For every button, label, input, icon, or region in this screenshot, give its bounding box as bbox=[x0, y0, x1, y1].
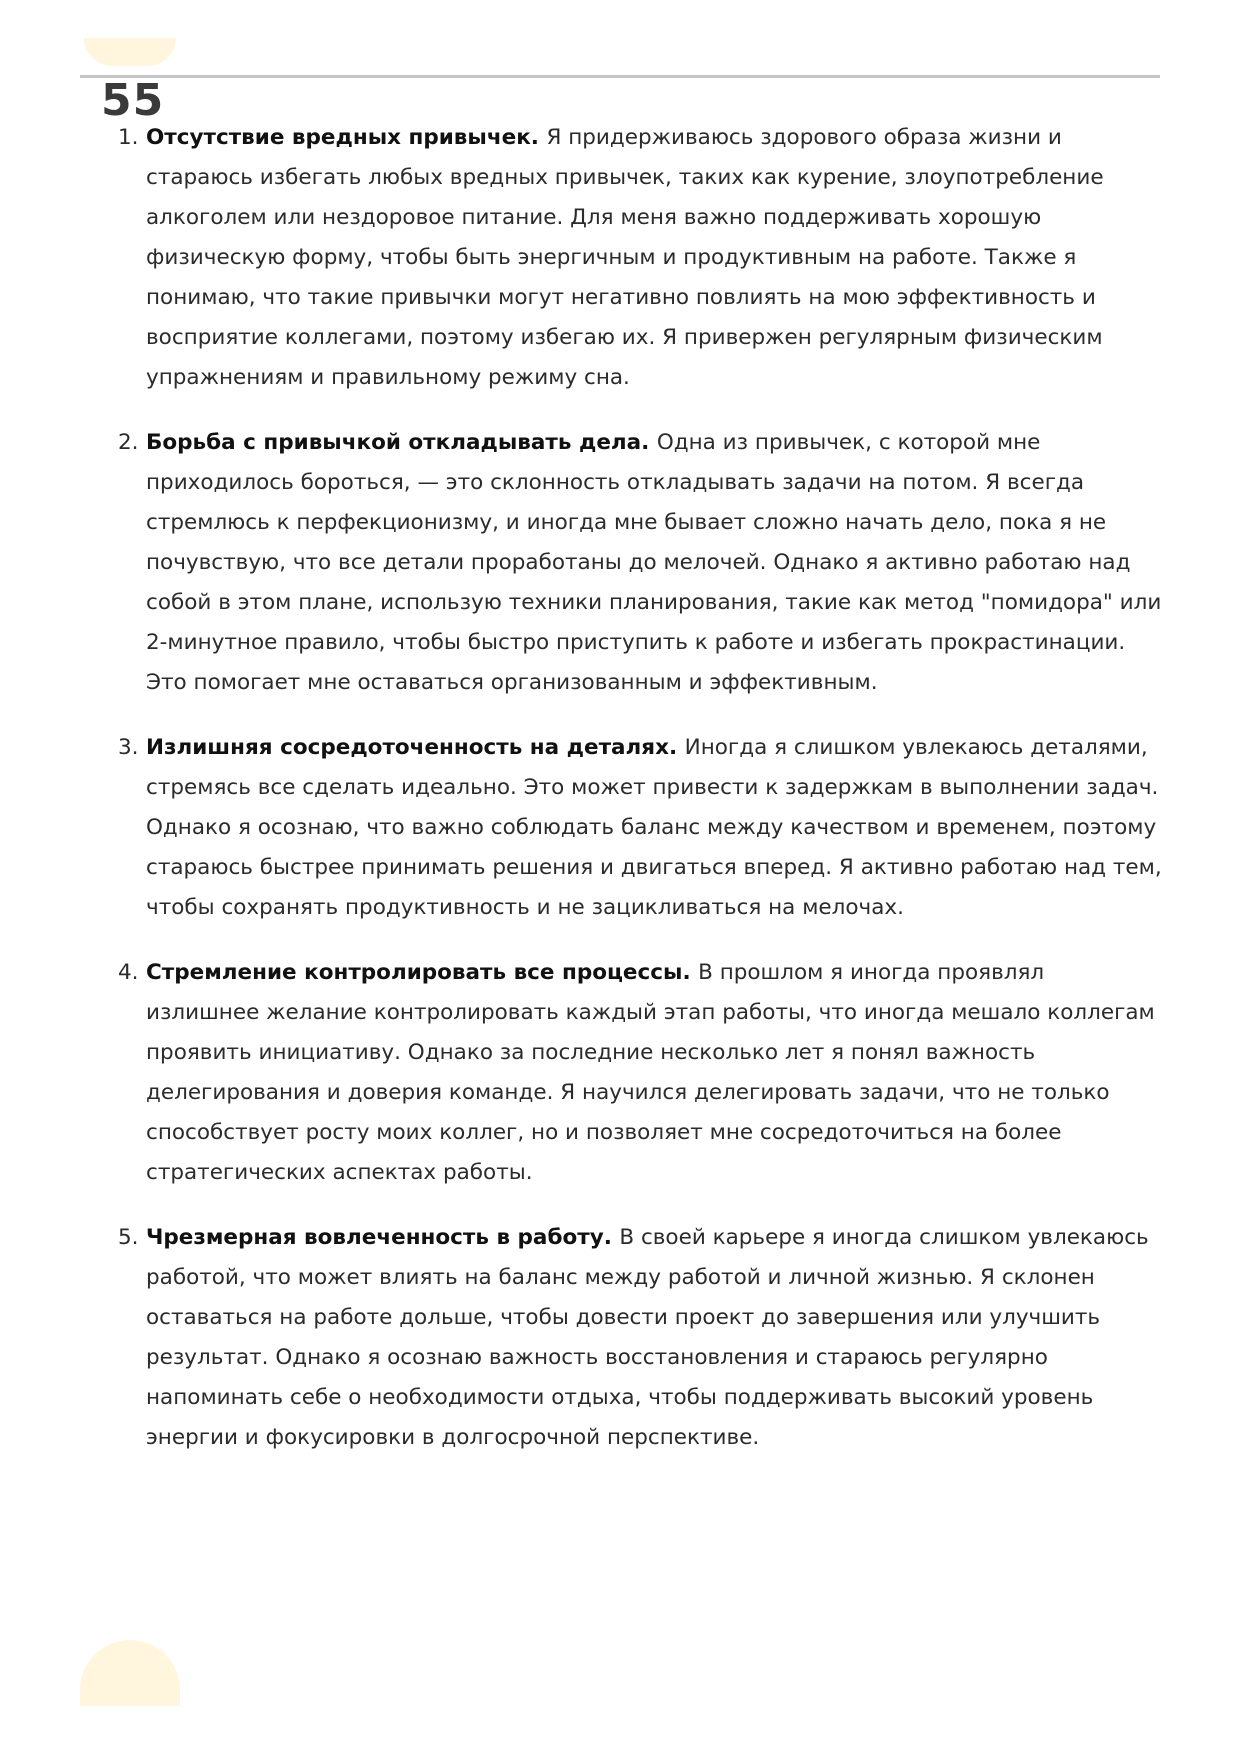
list-item-text: В прошлом я иногда проявлял излишнее желание контролировать каждый этап работы, что иногда мешало коллегам проявить инициативу. Однако за последние несколько лет я понял важность делегирования и доверия команде. Я научился делегировать задачи, что не только способствует росту моих коллег, но и позволяет мне сосредоточиться на более стратегических аспектах работы. bbox=[146, 960, 1155, 1185]
header-divider bbox=[80, 75, 1160, 78]
list-item-title: Излишняя сосредоточенность на деталях. bbox=[146, 735, 685, 760]
list-item bbox=[112, 118, 1162, 398]
list-item-number: 2. bbox=[118, 430, 139, 455]
list-item-text: Одна из привычек, с которой мне приходилось бороться, — это склонность откладывать задачи на потом. Я всегда стремлюсь к перфекционизму, и иногда мне бывает сложно начать дело, пока я не почувствую, что все детали проработаны до мелочей. Однако я активно работаю над собой в этом плане, использую техники планирования, такие как метод "помидора" или 2-минутное правило, чтобы быстро приступить к работе и избегать прокрастинации. Это помогает мне оставаться организованным и эффективным. bbox=[146, 430, 1162, 695]
list-item-text: В своей карьере я иногда слишком увлекаюсь работой, что может влиять на баланс между работой и личной жизнью. Я склонен оставаться на работе дольше, чтобы довести проект до завершения или улучшить результат. Однако я осознаю важность восстановления и стараюсь регулярно напоминать себе о необходимости отдыха, чтобы поддерживать высокий уровень энергии и фокусировки в долгосрочной перспективе. bbox=[146, 1225, 1149, 1450]
list-item-title: Чрезмерная вовлеченность в работу. bbox=[146, 1225, 620, 1250]
list-item-title: Стремление контролировать все процессы. bbox=[146, 960, 699, 985]
decorative-bottom-blob bbox=[80, 1640, 180, 1706]
list-item-text: Я придерживаюсь здорового образа жизни и стараюсь избегать любых вредных привычек, таких как курение, злоупотребление алкоголем или нездоровое питание. Для меня важно поддерживать хорошую физическую форму, чтобы быть энергичным и продуктивным на работе. Также я понимаю, что такие привычки могут негативно повлиять на мою эффективность и восприятие коллегами, поэтому избегаю их. Я привержен регулярным физическим упражнениям и правильному режиму сна. bbox=[146, 125, 1104, 390]
list-item-text: Иногда я слишком увлекаюсь деталями, стремясь все сделать идеально. Это может привести к задержкам в выполнении задач. Однако я осознаю, что важно соблюдать баланс между качеством и временем, поэтому стараюсь быстрее принимать решения и двигаться вперед. Я активно работаю над тем, чтобы сохранять продуктивность и не зацикливаться на мелочах. bbox=[146, 735, 1162, 920]
list-item-title: Отсутствие вредных привычек. bbox=[146, 125, 547, 150]
decorative-top-blob bbox=[84, 38, 176, 66]
weaknesses-list bbox=[112, 118, 1162, 1483]
list-item-number: 4. bbox=[118, 960, 139, 985]
list-item bbox=[112, 728, 1162, 928]
list-item bbox=[112, 953, 1162, 1193]
page-number: 55 bbox=[101, 75, 165, 126]
list-item-title: Борьба с привычкой откладывать дела. bbox=[146, 430, 657, 455]
list-item bbox=[112, 1218, 1162, 1458]
list-item-number: 1. bbox=[118, 125, 139, 150]
list-item-number: 3. bbox=[118, 735, 139, 760]
list-item bbox=[112, 423, 1162, 703]
list-item-number: 5. bbox=[118, 1225, 139, 1250]
